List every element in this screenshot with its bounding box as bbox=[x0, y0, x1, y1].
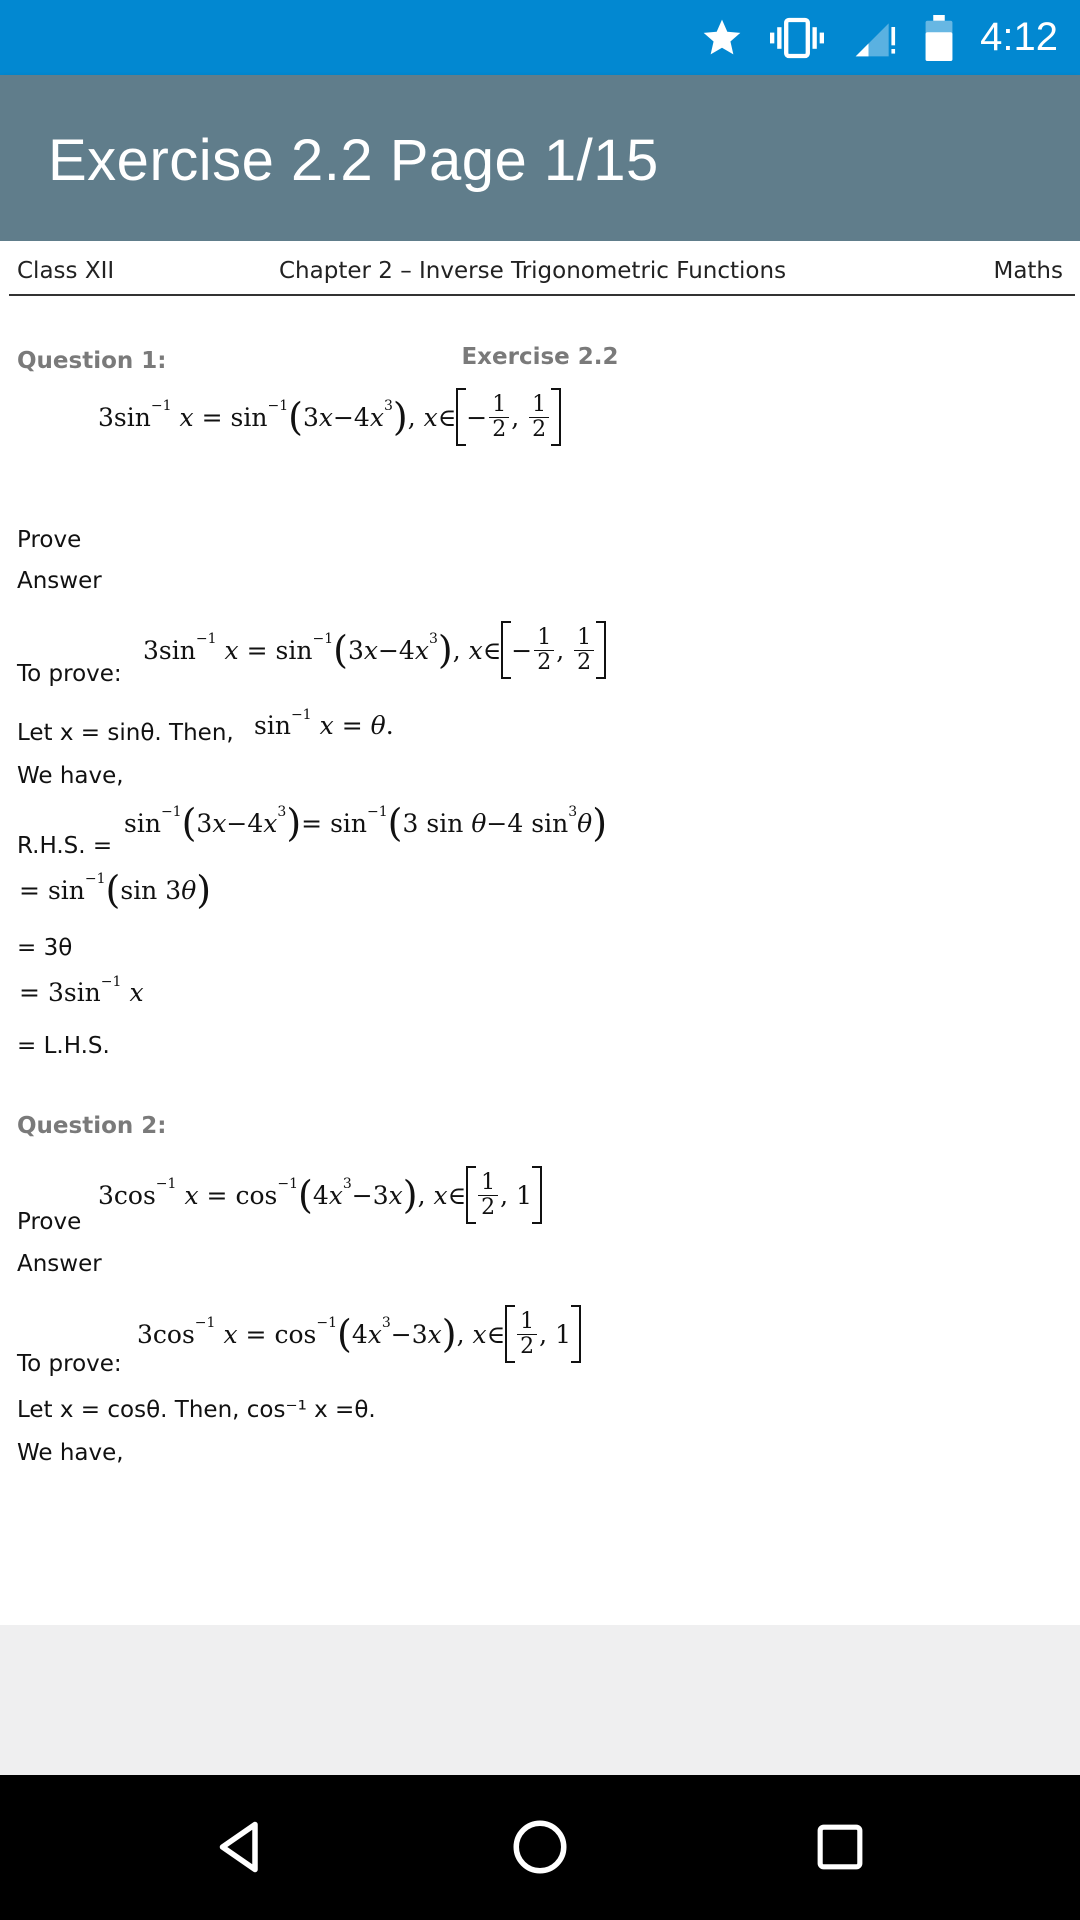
question-2-answer-label: Answer bbox=[17, 1251, 102, 1277]
vibrate-icon bbox=[770, 16, 824, 60]
page-background bbox=[0, 1625, 1080, 1775]
header-subject: Maths bbox=[993, 258, 1063, 284]
question-2-title: Question 2: bbox=[17, 1113, 167, 1139]
document-page[interactable] bbox=[0, 241, 1080, 1625]
question-1-answer-label: Answer bbox=[17, 568, 102, 594]
back-button[interactable] bbox=[190, 1797, 290, 1897]
question-2-to-prove-label: To prove: bbox=[17, 1351, 122, 1377]
question-2-equation: 3cos −1 x = cos −1 ( 4 x 3 −3 x ) , x ∈ $\frac{1}{2}$ , 1 bbox=[98, 1166, 542, 1224]
question-1-step-sin3theta: = sin −1 ( sin 3 θ ) bbox=[19, 868, 212, 912]
question-2-to-prove-equation: 3cos −1 x = cos −1 ( 4 x 3 −3 x ) , x ∈ $\frac{1}{2}$ , 1 bbox=[137, 1305, 581, 1363]
exercise-title: Exercise 2.2 bbox=[461, 344, 619, 370]
status-bar bbox=[0, 0, 1080, 75]
status-time: 4:12 bbox=[980, 15, 1058, 59]
star-icon bbox=[700, 16, 744, 60]
question-1-we-have: We have, bbox=[17, 763, 124, 789]
question-1-equation: 3sin −1 x = sin −1 ( 3 x −4 x 3 ) , x ∈ − $\frac{1}{2}$ , $\frac{1}{2}$ bbox=[98, 388, 561, 446]
question-1-rhs-label: R.H.S. = bbox=[17, 833, 113, 859]
header-class: Class XII bbox=[17, 258, 115, 284]
question-2-we-have: We have, bbox=[17, 1440, 124, 1466]
question-2-let-text: Let x = cosθ. Then, cos⁻¹ x =θ. bbox=[17, 1397, 376, 1423]
app-bar bbox=[0, 75, 1080, 241]
question-1-to-prove-label: To prove: bbox=[17, 661, 122, 687]
back-icon bbox=[210, 1817, 270, 1877]
recents-button[interactable] bbox=[790, 1797, 890, 1897]
header-chapter: Chapter 2 – Inverse Trigonometric Functions bbox=[279, 258, 787, 284]
question-1-step-lhs: = L.H.S. bbox=[17, 1033, 110, 1059]
signal-icon bbox=[850, 16, 898, 60]
battery-icon bbox=[924, 15, 954, 61]
question-1-rhs-equation: sin −1 ( 3 x −4 x 3 ) = sin −1 ( 3 sin θ −4 sin 3 θ ) bbox=[124, 801, 608, 845]
page-title: Exercise 2.2 Page 1/15 bbox=[48, 128, 659, 193]
question-2-prove-label: Prove bbox=[17, 1209, 82, 1235]
navigation-bar bbox=[0, 1775, 1080, 1920]
question-1-step-3sin: = 3sin −1 x bbox=[19, 973, 144, 1007]
question-1-theta-def: sin −1 x = θ . bbox=[254, 706, 394, 740]
question-1-title: Question 1: bbox=[17, 348, 167, 374]
home-button[interactable] bbox=[490, 1797, 590, 1897]
question-1-step-3theta: = 3θ bbox=[17, 935, 73, 961]
home-icon bbox=[510, 1817, 570, 1877]
question-1-prove-label: Prove bbox=[17, 527, 82, 553]
document-header bbox=[9, 256, 1075, 296]
question-1-let-text: Let x = sinθ. Then, bbox=[17, 720, 234, 746]
recents-icon bbox=[812, 1819, 868, 1875]
question-1-to-prove-equation: 3sin −1 x = sin −1 ( 3 x −4 x 3 ) , x ∈ − $\frac{1}{2}$ , $\frac{1}{2}$ bbox=[143, 621, 606, 679]
